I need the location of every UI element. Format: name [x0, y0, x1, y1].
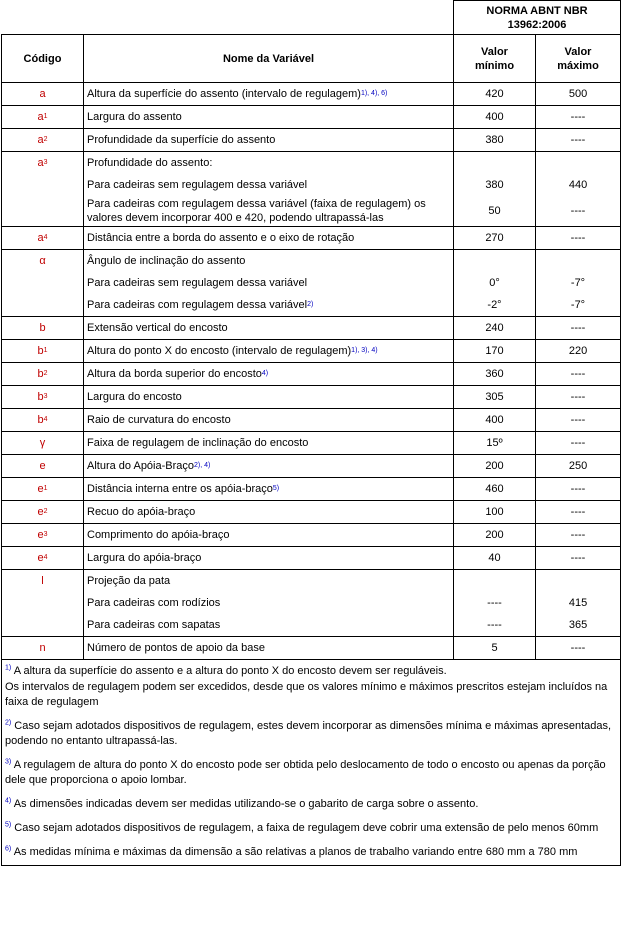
- row-variable-name: Altura do ponto X do encosto (intervalo de regulagem) 1), 3), 4): [84, 340, 454, 363]
- footnote: [5, 817, 617, 841]
- row-min-value: [454, 570, 536, 637]
- min-value: 360: [485, 368, 504, 380]
- min-value: 200: [485, 529, 504, 541]
- footnote-text: As dimensões indicadas devem ser medidas utilizando-se o gabarito de carga sobre o assento.: [13, 798, 479, 810]
- min-value: 50: [488, 205, 501, 217]
- variable-text: Para cadeiras com sapatas: [87, 619, 221, 631]
- min-value: 305: [485, 391, 504, 403]
- table-row: [2, 227, 621, 250]
- code-symbol: b: [37, 414, 44, 426]
- min-value: -2°: [487, 299, 502, 311]
- code-symbol: a: [39, 88, 46, 100]
- row-code: a 2: [2, 129, 84, 152]
- max-value: ----: [570, 414, 586, 426]
- row-min-value: [454, 129, 536, 152]
- variable-text: Extensão vertical do encosto: [87, 322, 228, 334]
- footnote: [5, 754, 617, 793]
- row-code: e 3: [2, 524, 84, 547]
- footnote-text: Os intervalos de regulagem podem ser excedidos, desde que os valores mínimo e máximos prescritos estejam incluídos na faixa de regulagem: [5, 681, 608, 708]
- table-row: [2, 106, 621, 129]
- row-code: a 3: [2, 152, 84, 227]
- min-value: 270: [485, 232, 504, 244]
- row-max-value: [536, 250, 621, 317]
- variable-text: Profundidade do assento:: [87, 157, 213, 169]
- row-code: b 4: [2, 409, 84, 432]
- header-blank: [2, 1, 454, 35]
- max-value: ----: [570, 552, 586, 564]
- row-min-value: [454, 455, 536, 478]
- variable-text: Largura do assento: [87, 111, 182, 123]
- row-variable-name: Altura do Apóia-Braço 2), 4): [84, 455, 454, 478]
- row-code: [2, 637, 84, 660]
- norma-title: [454, 1, 621, 35]
- max-value: ----: [570, 205, 586, 217]
- row-max-value: [536, 432, 621, 455]
- variable-text: Profundidade da superfície do assento: [87, 134, 276, 146]
- min-value: 420: [485, 88, 504, 100]
- col-min-header: [454, 35, 536, 83]
- footnote: [5, 793, 617, 817]
- footnote: [5, 715, 617, 754]
- variable-text: Distância entre a borda do assento e o eixo de rotação: [87, 232, 355, 244]
- table-row: [2, 432, 621, 455]
- min-value: 380: [485, 179, 504, 191]
- table-row: [2, 501, 621, 524]
- variable-text: Para cadeiras sem regulagem dessa variável: [87, 179, 308, 191]
- footnote: [5, 680, 617, 715]
- table-row: [2, 363, 621, 386]
- row-max-value: [536, 317, 621, 340]
- row-max-value: [536, 524, 621, 547]
- code-symbol: γ: [39, 437, 46, 449]
- row-max-value: [536, 409, 621, 432]
- row-variable-name: [84, 524, 454, 547]
- row-min-value: [454, 363, 536, 386]
- code-symbol: e: [37, 552, 44, 564]
- table-row: [2, 570, 621, 637]
- table-row: [2, 637, 621, 660]
- row-code: [2, 455, 84, 478]
- row-variable-name: [84, 501, 454, 524]
- variable-text: Altura do ponto X do encosto (intervalo de regulagem): [87, 345, 352, 357]
- min-value: 15º: [486, 437, 503, 449]
- footnote-number: 5): [5, 821, 12, 829]
- code-symbol: a: [37, 157, 44, 169]
- max-value: ----: [570, 642, 586, 654]
- max-value: ----: [570, 529, 586, 541]
- row-code: a 4: [2, 227, 84, 250]
- col-max-label-1: Valor: [564, 45, 592, 58]
- min-value: 400: [485, 111, 504, 123]
- row-code: [2, 83, 84, 106]
- row-min-value: [454, 432, 536, 455]
- variable-text: Altura do Apóia-Braço: [87, 460, 195, 472]
- min-value: 460: [485, 483, 504, 495]
- row-code: b 2: [2, 363, 84, 386]
- min-value: 380: [485, 134, 504, 146]
- min-value: 5: [491, 642, 498, 654]
- row-variable-name: [84, 129, 454, 152]
- variable-text: Comprimento do apóia-braço: [87, 529, 230, 541]
- row-min-value: [454, 501, 536, 524]
- max-value: 500: [568, 88, 588, 100]
- row-min-value: [454, 83, 536, 106]
- col-min-label-1: Valor: [481, 45, 508, 58]
- table-row: [2, 455, 621, 478]
- table-body: [2, 83, 621, 660]
- norma-line1: NORMA ABNT NBR: [486, 4, 588, 17]
- max-value: ----: [570, 506, 586, 518]
- row-min-value: [454, 340, 536, 363]
- min-value: 170: [485, 345, 504, 357]
- max-value: ----: [570, 322, 586, 334]
- row-code: [2, 570, 84, 637]
- footnote-number: 6): [5, 845, 12, 853]
- code-symbol: e: [37, 506, 44, 518]
- variable-text: Faixa de regulagem de inclinação do encosto: [87, 437, 309, 449]
- code-symbol: e: [39, 460, 46, 472]
- variable-text: Para cadeiras com regulagem dessa variável (faixa de regulagem) os valores devem incorporar 400 e 420, podendo ultrapassá-las: [87, 198, 426, 224]
- max-value: 440: [568, 179, 588, 191]
- col-max-label-2: máximo: [557, 59, 599, 72]
- max-value: ----: [570, 391, 586, 403]
- min-value: 400: [485, 414, 504, 426]
- norma-line2: 13962:2006: [507, 18, 567, 31]
- variable-text: Altura da borda superior do encosto: [87, 368, 262, 380]
- row-min-value: [454, 250, 536, 317]
- code-symbol: α: [39, 255, 46, 267]
- code-symbol: b: [37, 368, 44, 380]
- min-value: ----: [487, 619, 502, 631]
- max-value: 415: [568, 597, 588, 609]
- row-min-value: [454, 637, 536, 660]
- row-max-value: [536, 570, 621, 637]
- min-value: 100: [485, 506, 504, 518]
- table-row: [2, 524, 621, 547]
- row-variable-name: [84, 106, 454, 129]
- row-max-value: [536, 227, 621, 250]
- max-value: 220: [568, 345, 588, 357]
- row-code: b 3: [2, 386, 84, 409]
- col-codigo-header: Código: [2, 35, 84, 83]
- row-code: a 1: [2, 106, 84, 129]
- code-symbol: n: [39, 642, 46, 654]
- code-symbol: a: [37, 232, 44, 244]
- row-max-value: [536, 455, 621, 478]
- notes-section: [2, 660, 621, 866]
- row-variable-name: [84, 570, 454, 637]
- variable-text: Distância interna entre os apóia-braço: [87, 483, 273, 495]
- row-variable-name: Altura da borda superior do encosto 4): [84, 363, 454, 386]
- min-value: 200: [485, 460, 504, 472]
- row-max-value: [536, 152, 621, 227]
- row-code: b 1: [2, 340, 84, 363]
- row-variable-name: [84, 386, 454, 409]
- variable-text: Número de pontos de apoio da base: [87, 642, 265, 654]
- variable-text: Largura do apóia-braço: [87, 552, 202, 564]
- table-row: [2, 250, 621, 317]
- table-row: [2, 409, 621, 432]
- min-value: 40: [488, 552, 501, 564]
- code-symbol: b: [37, 391, 44, 403]
- max-value: -7°: [570, 299, 586, 311]
- row-variable-name: [84, 409, 454, 432]
- row-min-value: [454, 409, 536, 432]
- row-code: [2, 317, 84, 340]
- footnote-text: A altura da superfície do assento e a altura do ponto X do encosto devem ser reguláveis.: [13, 665, 447, 677]
- table-row: [2, 547, 621, 570]
- table-row: [2, 317, 621, 340]
- row-variable-name: [84, 227, 454, 250]
- variable-text: Projeção da pata: [87, 575, 171, 587]
- max-value: 365: [568, 619, 588, 631]
- code-symbol: l: [41, 575, 44, 587]
- footnote-number: 1): [5, 664, 12, 672]
- row-variable-name: Altura da superfície do assento (intervalo de regulagem) 1), 4), 6): [84, 83, 454, 106]
- row-max-value: [536, 106, 621, 129]
- table-row: [2, 129, 621, 152]
- row-min-value: [454, 478, 536, 501]
- max-value: ----: [570, 232, 586, 244]
- col-min-label-2: mínimo: [474, 59, 515, 72]
- max-value: ----: [570, 437, 586, 449]
- row-code: e 2: [2, 501, 84, 524]
- code-symbol: e: [37, 483, 44, 495]
- max-value: ----: [570, 134, 586, 146]
- footnote-number: 4): [5, 797, 12, 805]
- variable-text: Para cadeiras sem regulagem dessa variável: [87, 277, 308, 289]
- row-max-value: [536, 637, 621, 660]
- table-row: [2, 152, 621, 227]
- variable-text: Recuo do apóia-braço: [87, 506, 196, 518]
- footnote-text: Caso sejam adotados dispositivos de regulagem, a faixa de regulagem deve cobrir uma extensão de pelo menos 60mm: [14, 822, 599, 834]
- footnote-number: 3): [5, 758, 12, 766]
- code-symbol: a: [37, 134, 44, 146]
- variable-text: Altura da superfície do assento (intervalo de regulagem): [87, 88, 361, 100]
- header-columns-row: [2, 35, 621, 83]
- row-variable-name: [84, 432, 454, 455]
- row-max-value: [536, 363, 621, 386]
- row-code: e 1: [2, 478, 84, 501]
- row-code: [2, 250, 84, 317]
- row-variable-name: [84, 547, 454, 570]
- table-row: [2, 386, 621, 409]
- row-code: e 4: [2, 547, 84, 570]
- row-min-value: [454, 317, 536, 340]
- row-min-value: [454, 524, 536, 547]
- row-variable-name: [84, 152, 454, 227]
- row-variable-name: Distância interna entre os apóia-braço 5): [84, 478, 454, 501]
- row-min-value: [454, 152, 536, 227]
- row-variable-name: [84, 317, 454, 340]
- row-min-value: [454, 106, 536, 129]
- norma-table: [1, 0, 621, 866]
- max-value: ----: [570, 368, 586, 380]
- row-max-value: [536, 478, 621, 501]
- min-value: 0°: [489, 277, 500, 289]
- max-value: 250: [568, 460, 588, 472]
- footnote-text: A regulagem de altura do ponto X do encosto pode ser obtida pelo deslocamento de todo o encosto ou apenas da porção dele que proporciona o apoio lombar.: [5, 759, 606, 786]
- code-symbol: b: [37, 345, 44, 357]
- max-value: -7°: [570, 277, 586, 289]
- variable-text: Largura do encosto: [87, 391, 182, 403]
- variable-text: Para cadeiras com regulagem dessa variável: [87, 299, 308, 311]
- code-symbol: a: [37, 111, 44, 123]
- row-min-value: [454, 386, 536, 409]
- row-max-value: [536, 501, 621, 524]
- row-max-value: [536, 83, 621, 106]
- footnote: [5, 841, 617, 865]
- row-min-value: [454, 547, 536, 570]
- footnote: [5, 660, 617, 680]
- table-row: [2, 340, 621, 363]
- col-max-header: [536, 35, 621, 83]
- min-value: ----: [487, 597, 502, 609]
- max-value: ----: [570, 483, 586, 495]
- col-nome-header: Nome da Variável: [84, 35, 454, 83]
- row-max-value: [536, 340, 621, 363]
- header-norma-row: [2, 1, 621, 35]
- footnote-text: Caso sejam adotados dispositivos de regulagem, estes devem incorporar as dimensões mínima e máximas apresentadas, podendo no entanto ultrapassá-las.: [5, 720, 612, 747]
- code-symbol: e: [37, 529, 44, 541]
- max-value: ----: [570, 111, 586, 123]
- footnote-number: 2): [5, 719, 12, 727]
- footnote-text: As medidas mínima e máximas da dimensão a são relativas a planos de trabalho variando entre 680 mm a 780 mm: [13, 846, 578, 858]
- table-row: [2, 83, 621, 106]
- row-variable-name: Ângulo de inclinação do assento Para cadeiras sem regulagem dessa variável Para cadeiras com regulagem dessa variável 2): [84, 250, 454, 317]
- row-max-value: [536, 386, 621, 409]
- row-code: [2, 432, 84, 455]
- row-max-value: [536, 547, 621, 570]
- code-symbol: b: [39, 322, 46, 334]
- row-variable-name: [84, 637, 454, 660]
- notes-row: [2, 660, 621, 866]
- variable-text: Raio de curvatura do encosto: [87, 414, 231, 426]
- variable-text: Ângulo de inclinação do assento: [87, 255, 246, 267]
- min-value: 240: [485, 322, 504, 334]
- row-max-value: [536, 129, 621, 152]
- variable-text: Para cadeiras com rodízios: [87, 597, 221, 609]
- table-row: [2, 478, 621, 501]
- row-min-value: [454, 227, 536, 250]
